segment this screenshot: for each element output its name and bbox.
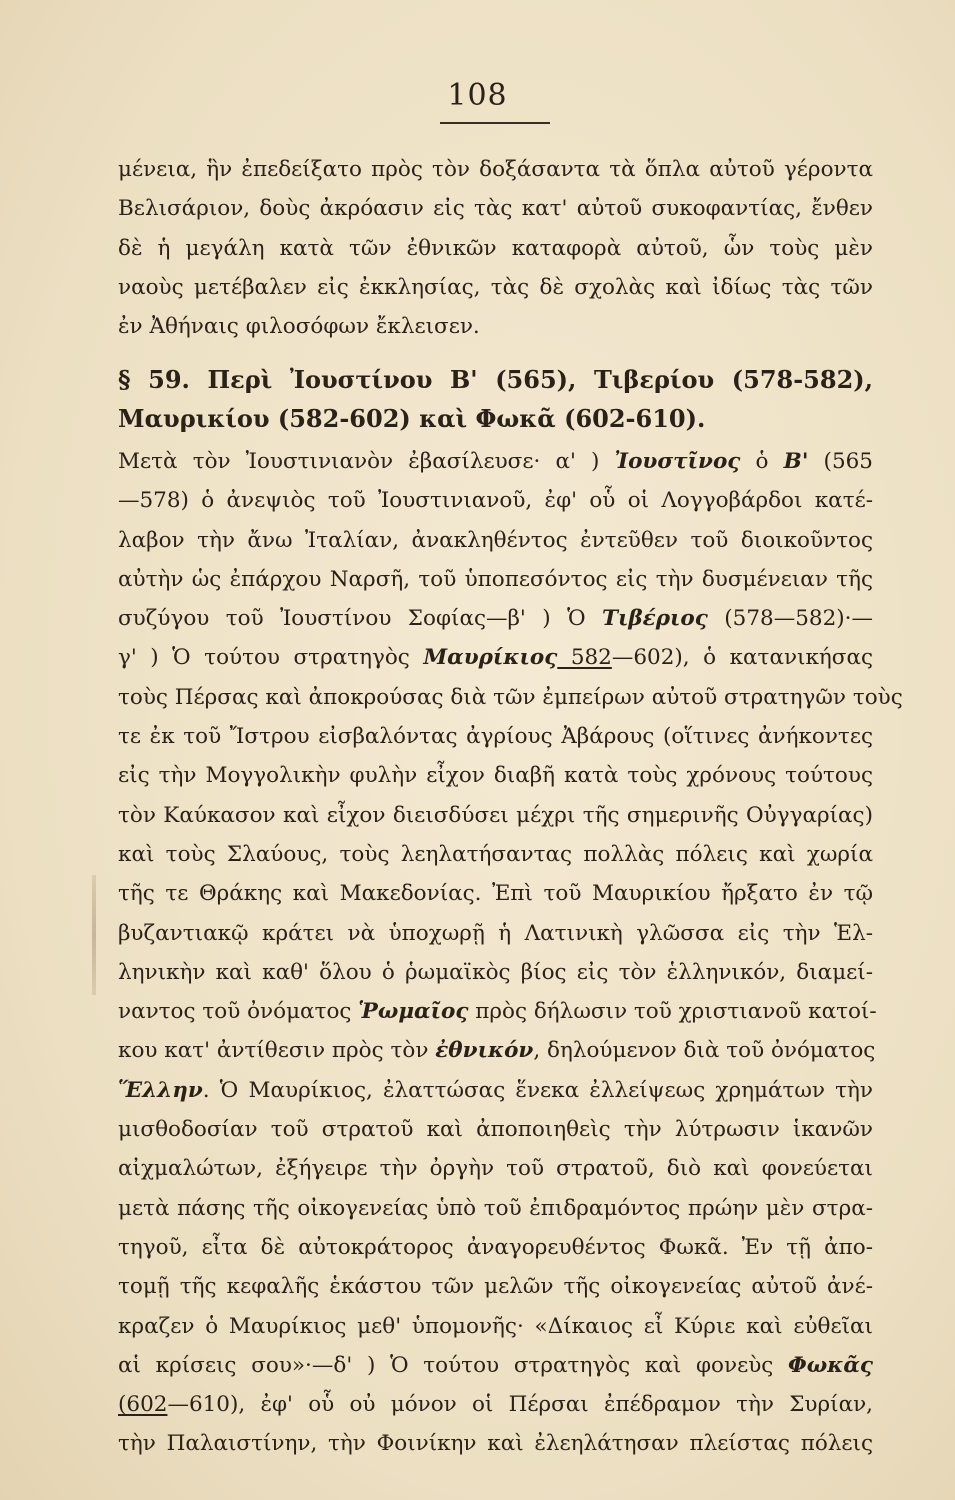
text-line bbox=[118, 1346, 873, 1385]
text-run: ὁ bbox=[740, 449, 784, 474]
text-line: τομῇ τῆς κεφαλῆς ἑκάστου τῶν μελῶν τῆς οἰκογενείας αὐτοῦ ἀνέ- bbox=[118, 1274, 873, 1300]
text-line: ναοὺς μετέβαλεν εἰς ἐκκλησίας, τὰς δὲ σχολὰς καὶ ἰδίως τὰς τῶν bbox=[118, 274, 873, 300]
emphasis-word: ἐθνικόν bbox=[435, 1038, 534, 1064]
emperor-name: Ἰουστῖνος bbox=[614, 449, 741, 474]
text-run: —602), ὁ κατανικήσας bbox=[611, 645, 874, 671]
text-line bbox=[118, 599, 873, 638]
text-line: εἰς τὴν Μογγολικὴν φυλὴν εἶχον διαβῆ κατὰ τοὺς χρόνους τούτους bbox=[118, 763, 873, 789]
text-line: αἰχμαλώτων, ἐξήγειρε τὴν ὀργὴν τοῦ στρατοῦ, διὸ καὶ φονεύεται bbox=[118, 1156, 873, 1182]
text-line bbox=[118, 1385, 873, 1424]
paragraph-continued bbox=[118, 150, 873, 346]
text-run: κου κατ' ἀντίθεσιν πρὸς τὸν bbox=[118, 1038, 436, 1064]
text-line: μισθοδοσίαν τοῦ στρατοῦ καὶ ἀποποιηθεὶς τὴν λύτρωσιν ἱκανῶν bbox=[118, 1117, 873, 1143]
text-line: ἐν Ἀθήναις φιλοσόφων ἔκλεισεν. bbox=[118, 314, 480, 340]
section-heading bbox=[118, 360, 873, 438]
page-number-rule bbox=[440, 122, 550, 124]
emphasis-word: Ἕλλην bbox=[118, 1077, 203, 1103]
text-line: μένεια, ἣν ἐπεδείξατο πρὸς τὸν δοξάσαντα τὰ ὅπλα αὐτοῦ γέροντα bbox=[118, 157, 873, 182]
text-line: βυζαντιακῷ κράτει νὰ ὑποχωρῇ ἡ Λατινικὴ γλῶσσα εἰς τὴν Ἑλ- bbox=[118, 920, 873, 946]
margin-mark bbox=[92, 875, 96, 995]
text-run: (565 bbox=[808, 449, 873, 474]
text-line bbox=[118, 992, 877, 1031]
text-line: —578) ὁ ἀνεψιὸς τοῦ Ἰουστινιανοῦ, ἐφ' οὗ οἱ Λογγοβάρδοι κατέ- bbox=[118, 488, 873, 514]
text-run: , δηλούμενον διὰ τοῦ ὀνόματος bbox=[533, 1038, 876, 1064]
text-line: τὸν Καύκασον καὶ εἶχον διεισδύσει μέχρι τῆς σημερινῆς Οὐγγαρίας) bbox=[118, 802, 873, 828]
text-run: ναντος τοῦ ὀνόματος bbox=[118, 999, 359, 1025]
text-line bbox=[118, 638, 873, 677]
text-run: (578—582)·— bbox=[707, 606, 873, 632]
paragraph-main bbox=[118, 442, 903, 1464]
text-line bbox=[118, 1071, 873, 1110]
text-run: Μετὰ τὸν Ἰουστινιανὸν ἐβασίλευσε· α' ) bbox=[118, 449, 615, 474]
emperor-name: Μαυρίκιος bbox=[423, 645, 558, 671]
text-line: αὐτὴν ὡς ἐπάρχου Ναρσῆ, τοῦ ὑποπεσόντος εἰς τὴν δυσμένειαν τῆς bbox=[118, 566, 873, 592]
text-line: κραζεν ὁ Μαυρίκιος μεθ' ὑπομονῆς· «Δίκαιος εἶ Κύριε καὶ εὐθεῖαι bbox=[118, 1313, 873, 1339]
heading-line-1: § 59. Περὶ Ἰουστίνου Β' (565), Τιβερίου (578-582), bbox=[118, 365, 873, 394]
text-run: πρὸς δήλωσιν τοῦ χριστιανοῦ κατοί- bbox=[468, 999, 877, 1025]
text-line: δὲ ἡ μεγάλη κατὰ τῶν ἐθνικῶν καταφορὰ αὐτοῦ, ὧν τοὺς μὲν bbox=[118, 235, 873, 261]
text-line: τε ἐκ τοῦ Ἴστρου εἰσβαλόντας ἀγρίους Ἀβάρους (οἵτινες ἀνήκοντες bbox=[118, 724, 873, 750]
text-line bbox=[118, 442, 873, 481]
underlined-year: (602 bbox=[118, 1392, 168, 1418]
text-run: συζύγου τοῦ Ἰουστίνου Σοφίας—β' ) Ὁ bbox=[118, 606, 602, 632]
text-line: ληνικὴν καὶ καθ' ὅλου ὁ ῥωμαϊκὸς βίος εἰς τὸν ἑλληνικόν, διαμεί- bbox=[118, 959, 873, 985]
text-line: λαβον τὴν ἄνω Ἰταλίαν, ἀνακληθέντος ἐντεῦθεν τοῦ διοικοῦντος bbox=[118, 527, 873, 553]
emperor-name: Φωκᾶς bbox=[788, 1352, 873, 1378]
text-line: τῆς τε Θράκης καὶ Μακεδονίας. Ἐπὶ τοῦ Μαυρικίου ἤρξατο ἐν τῷ bbox=[118, 881, 873, 907]
text-line: τὴν Παλαιστίνην, τὴν Φοινίκην καὶ ἐλεηλάτησαν πλείστας πόλεις bbox=[118, 1431, 873, 1457]
text-line bbox=[118, 1031, 876, 1070]
underlined-year: 582 bbox=[557, 645, 612, 671]
text-run: —610), ἐφ' οὗ οὐ μόνον οἱ Πέρσαι ἐπέδραμον τὴν Συρίαν, bbox=[167, 1392, 873, 1418]
emphasis-word: Ῥωμαῖος bbox=[358, 999, 469, 1025]
text-line: μετὰ πάσης τῆς οἰκογενείας ὑπὸ τοῦ ἐπιδραμόντος πρώην μὲν στρα- bbox=[118, 1195, 873, 1221]
emperor-ordinal: Β' bbox=[783, 449, 809, 474]
text-run: αἱ κρίσεις σου»·—δ' ) Ὁ τούτου στρατηγὸς καὶ φονεὺς bbox=[118, 1352, 789, 1378]
text-line: Βελισάριον, δοὺς ἀκρόασιν εἰς τὰς κατ' αὐτοῦ συκοφαντίας, ἔνθεν bbox=[118, 196, 873, 222]
heading-line-2: Μαυρικίου (582-602) καὶ Φωκᾶ (602-610). bbox=[118, 404, 706, 433]
text-line: τηγοῦ, εἶτα δὲ αὐτοκράτορος ἀναγορευθέντος Φωκᾶ. Ἐν τῇ ἀπο- bbox=[118, 1234, 873, 1260]
text-run: γ' ) Ὁ τούτου στρατηγὸς bbox=[118, 645, 424, 671]
page-number: 108 bbox=[447, 78, 508, 113]
text-line: τοὺς Πέρσας καὶ ἀποκρούσας διὰ τῶν ἐμπείρων αὐτοῦ στρατηγῶν τοὺς bbox=[118, 684, 903, 710]
text-line: καὶ τοὺς Σλαύους, τοὺς λεηλατήσαντας πολλὰς πόλεις καὶ χωρία bbox=[118, 841, 873, 867]
text-run: . Ὁ Μαυρίκιος, ἐλαττώσας ἕνεκα ἐλλείψεως χρημάτων τὴν bbox=[202, 1077, 873, 1103]
emperor-name: Τιβέριος bbox=[601, 606, 708, 632]
